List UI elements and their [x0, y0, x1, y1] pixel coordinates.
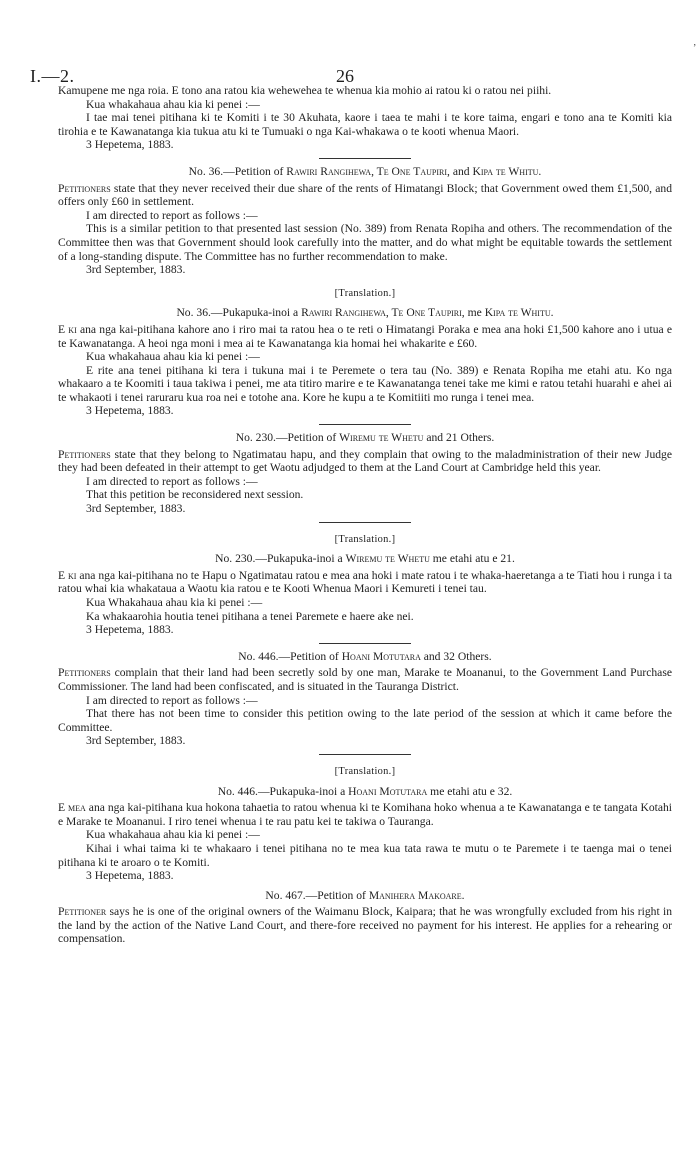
petition-section	[58, 650, 672, 755]
body-paragraph: E ki ana nga kai-pitihana no te Hapu o Ngatimatau ratou e mea ana hoki i mate ratou i te whaka-haeretanga a te Tiati hou i runga i ta ratou whai kia whakataua a Waotu kia ratou e te Kooti Whenua Maori i Kemureti i tenei tau.	[58, 568, 673, 596]
body-paragraph: Ka whakaarohia houtia tenei pitihana a tenei Paremete e haere ake nei.	[86, 609, 414, 623]
petition-section	[58, 431, 672, 523]
section-divider	[319, 424, 411, 425]
translation-label: [Translation.]	[334, 287, 396, 299]
lead-word: Petitioners	[58, 666, 111, 680]
body-paragraph: Kihai i whai taima ki te whakaaro i tenei pitihana no te mea kua tata rawa te mutu o te Paremete i te taenga mai o tenei pitihana ki te aroaro o te Komiti.	[58, 841, 672, 869]
directive-line: Kua whakahaua ahau kia ki penei :—	[86, 350, 260, 364]
translation-label: [Translation.]	[334, 765, 396, 777]
petition-section	[58, 165, 672, 277]
document-code: I.—2.	[30, 66, 75, 86]
directive-line: I am directed to report as follows :—	[86, 474, 258, 488]
section-divider	[319, 158, 411, 159]
petition-heading: No. 446.—Pukapuka-inoi a Hoani Motutara me etahi atu e 32.	[217, 784, 513, 798]
body-paragraph: E rite ana tenei pitihana ki tera i tukuna mai i te Peremete o tera tau (No. 389) e Renata Ropiha me etahi atu. Ko nga whakaaro a te Koomiti i taua takiwa i penei, me ata titiro marire e te Kawanatanga tenei take me kimi e ratou tetahi huarahi e ahei ai te whakaoti i tenei raruraru kua roa nei e totohe ana. Kore he kupu a te Komitiiti mo runga i tenei mea.	[58, 363, 672, 404]
translation-label: [Translation.]	[334, 533, 396, 545]
lead-word: E mea	[58, 801, 86, 815]
translation-section	[58, 287, 672, 425]
body-paragraph: E mea ana nga kai-pitihana kua hokona tahaetia to ratou whenua ki te Komihana hoko whenua a te Kawanatanga e te tangata Kotahi e Marake te Moananui. I riro tenei whenua i te rau patu kei te takiwa o Tauranga.	[58, 801, 672, 828]
date-line: 3 Hepetema, 1883.	[86, 623, 174, 637]
body-paragraph: Petitioner says he is one of the original owners of the Waimanu Block, Kaipara; that he was wrongfully excluded from his right in the land by the action of the Native Land Court, and there-fore received no payment for his interest. He applies for a rehearing or compensation.	[58, 905, 672, 946]
petition-heading: No. 230.—Pukapuka-inoi a Wiremu te Whetu me etahi atu e 21.	[215, 552, 515, 566]
section-divider	[319, 643, 411, 644]
date-line: 3rd September, 1883.	[86, 263, 186, 277]
date-line: 3rd September, 1883.	[86, 734, 186, 748]
date-line: 3 Hepetema, 1883.	[86, 869, 174, 883]
page-number: 26	[336, 66, 354, 86]
continued-section	[58, 84, 672, 159]
petition-section	[58, 889, 672, 946]
body-paragraph: I tae mai tenei pitihana ki te Komiti i te 30 Akuhata, kaore i taea te mahi i te kore taima, engari e tono ana te Komiti kia tirohia e te Kawanatanga kia tukua atu ki te Tumuaki o nga Kai-whakawa o te kooti whenua Maori.	[58, 111, 672, 138]
body-paragraph: That there has not been time to consider this petition owing to the late period of the session at which it came before the Committee.	[58, 707, 672, 734]
petition-heading: No. 36.—Pukapuka-inoi a Rawiri Rangihewa, Te One Taupiri, me Kipa te Whitu.	[176, 306, 554, 320]
body-paragraph: This is a similar petition to that presented last session (No. 389) from Renata Ropiha and others. The recommendation of the Committee then was that Government should look carefully into the matter, and do what might be equitable towards the settlement of a long-standing dispute. The Committee has no further recommendation to make.	[58, 222, 672, 263]
petition-heading: No. 446.—Petition of Hoani Motutara and 32 Others.	[238, 649, 492, 663]
translation-section	[58, 765, 672, 883]
directive-line: I am directed to report as follows :—	[86, 208, 258, 222]
date-line: 3rd September, 1883.	[86, 502, 186, 516]
body-paragraph: E ki ana nga kai-pitihana kahore ano i riro mai ta ratou hea o te reti o Himatangi Poraka e mea ana hoki £1,500 kahore ano i utua e te Kawanatanga. A heoi nga moni i mea ai te Kawanatanga kia homai hei whakarite e £60.	[58, 322, 673, 350]
section-divider	[319, 522, 411, 523]
directive-line: Kua whakahaua ahau kia ki penei :—	[86, 97, 260, 111]
lead-word: Petitioner	[58, 905, 107, 919]
section-divider	[319, 754, 411, 755]
directive-line: Kua Whakahaua ahau kia ki penei :—	[86, 596, 263, 609]
directive-line: Kua whakahaua ahau kia ki penei :—	[86, 828, 260, 842]
petition-heading: No. 467.—Petition of Manihera Makoare.	[265, 888, 465, 902]
lead-word: E ki	[58, 568, 77, 582]
body-paragraph: Petitioners complain that their land had been secretly sold by one man, Marake te Moananui, to the Government Land Purchase Commissioner. The land had been confiscated, and is situated in the Tauranga District.	[58, 666, 672, 693]
lead-word: Petitioners	[58, 447, 111, 461]
body-paragraph: Petitioners state that they belong to Ngatimatau hapu, and they complain that owing to the maladministration of their new Judge they had been defeated in their attempt to get Waotu adjudged to them at the Land Court at Cambridge held this year.	[58, 447, 672, 475]
petition-heading: No. 230.—Petition of Wiremu te Whetu and 21 Others.	[235, 431, 495, 445]
edge-mark: ,	[693, 37, 696, 48]
body-paragraph: Kamupene me nga roia. E tono ana ratou kia wehewehea te whenua kia mohio ai ratou ki o ratou nei piihi.	[58, 84, 552, 97]
lead-word: Petitioners	[58, 181, 111, 195]
body-paragraph: That this petition be reconsidered next session.	[86, 488, 304, 502]
date-line: 3 Hepetema, 1883.	[86, 138, 174, 152]
translation-section	[58, 533, 672, 644]
petition-heading: No. 36.—Petition of Rawiri Rangihewa, Te One Taupiri, and Kipa te Whitu.	[188, 164, 542, 178]
body-paragraph: Petitioners state that they never received their due share of the rents of Himatangi Block; that Government owed them £1,500, and offers only £60 in settlement.	[58, 181, 672, 209]
lead-word: E ki	[58, 322, 77, 336]
directive-line: I am directed to report as follows :—	[86, 693, 258, 707]
date-line: 3 Hepetema, 1883.	[86, 404, 174, 418]
